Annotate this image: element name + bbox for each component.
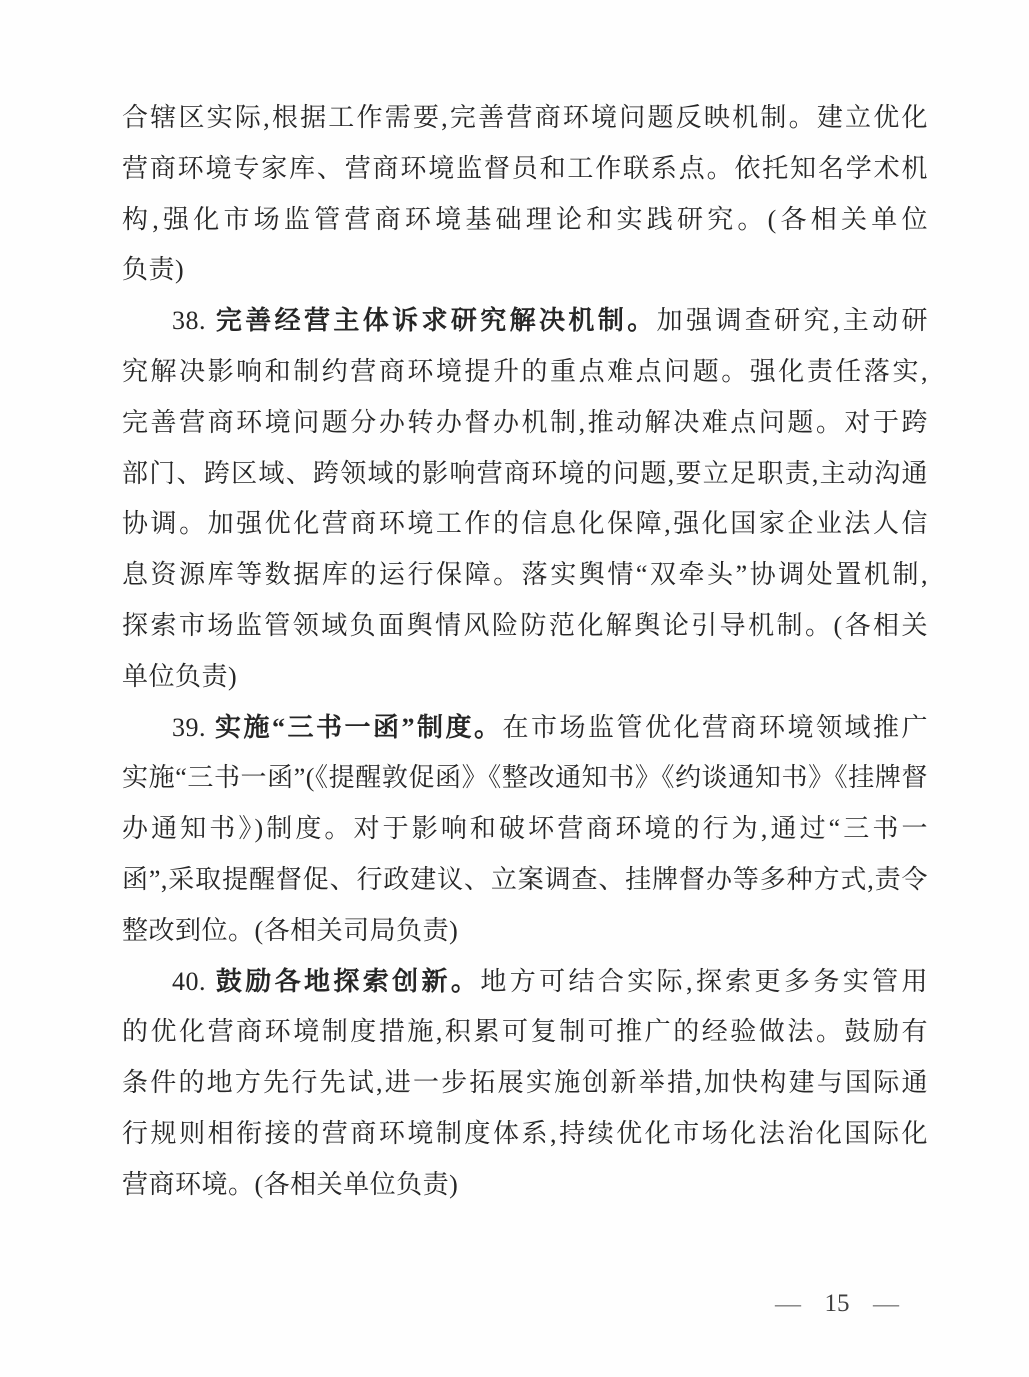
text-segment: 整改到位。(各相关司局负责) bbox=[122, 915, 459, 945]
text-line bbox=[122, 652, 928, 703]
text-line bbox=[122, 1109, 928, 1160]
text-line bbox=[122, 1160, 928, 1211]
text-segment: 协调。加强优化营商环境工作的信息化保障,强化国家企业法人信 bbox=[122, 509, 928, 539]
text-segment: 函”,采取提醒督促、行政建议、立案调查、挂牌督办等多种方式,责令 bbox=[122, 864, 928, 894]
text-line bbox=[122, 703, 928, 754]
text-segment: 在市场监管优化营商环境领域推广 bbox=[502, 712, 928, 742]
footer-left-dash: — bbox=[775, 1289, 801, 1318]
text-segment: 实施“三书一函”(《提醒敦促函》《整改通知书》《约谈通知书》《挂牌督 bbox=[122, 763, 928, 793]
text-line bbox=[122, 347, 928, 398]
text-segment: 营商环境专家库、营商环境监督员和工作联系点。依托知名学术机 bbox=[122, 153, 928, 183]
text-line bbox=[122, 1058, 928, 1109]
document-body bbox=[122, 93, 928, 1211]
text-segment: 究解决影响和制约营商环境提升的重点难点问题。强化责任落实, bbox=[122, 356, 928, 386]
text-line bbox=[122, 144, 928, 195]
text-segment: 营商环境。(各相关单位负责) bbox=[122, 1169, 459, 1199]
text-segment: 单位负责) bbox=[122, 661, 238, 691]
lead-sentence: 完善经营主体诉求研究解决机制。 bbox=[215, 306, 657, 336]
text-segment: 合辖区实际,根据工作需要,完善营商环境问题反映机制。建立优化 bbox=[122, 103, 928, 132]
text-segment: 部门、跨区域、跨领域的影响营商环境的问题,要立足职责,主动沟通 bbox=[122, 458, 928, 488]
lead-sentence: 鼓励各地探索创新。 bbox=[215, 966, 481, 996]
text-segment: 40. bbox=[172, 966, 216, 996]
text-segment: 条件的地方先行先试,进一步拓展实施创新举措,加快构建与国际通 bbox=[122, 1068, 928, 1098]
text-segment: 行规则相衔接的营商环境制度体系,持续优化市场化法治化国际化 bbox=[122, 1118, 928, 1148]
page-number: 15 bbox=[824, 1290, 850, 1317]
text-line bbox=[122, 398, 928, 449]
text-segment: 完善营商环境问题分办转办督办机制,推动解决难点问题。对于跨 bbox=[122, 407, 928, 437]
text-line bbox=[122, 93, 928, 144]
text-segment: 地方可结合实际,探索更多务实管用 bbox=[480, 966, 928, 996]
text-line bbox=[122, 957, 928, 1008]
text-line bbox=[122, 855, 928, 906]
text-segment: 39. bbox=[172, 712, 215, 742]
text-line bbox=[122, 195, 928, 246]
lead-sentence: 实施“三书一函”制度。 bbox=[215, 712, 503, 742]
text-segment: 负责) bbox=[122, 255, 185, 285]
text-line bbox=[122, 1007, 928, 1058]
footer-right-dash: — bbox=[873, 1289, 899, 1318]
text-line bbox=[122, 753, 928, 804]
text-segment: 办通知书》)制度。对于影响和破坏营商环境的行为,通过“三书一 bbox=[122, 814, 928, 844]
text-line bbox=[122, 804, 928, 855]
text-line bbox=[122, 906, 928, 957]
text-line bbox=[122, 449, 928, 500]
text-segment: 息资源库等数据库的运行保障。落实舆情“双牵头”协调处置机制, bbox=[122, 560, 928, 590]
text-line bbox=[122, 499, 928, 550]
text-segment: 38. bbox=[172, 306, 216, 336]
text-segment: 构,强化市场监管营商环境基础理论和实践研究。(各相关单位 bbox=[122, 204, 928, 234]
text-segment: 探索市场监管领域负面舆情风险防范化解舆论引导机制。(各相关 bbox=[122, 610, 928, 640]
page-footer bbox=[775, 1288, 899, 1320]
text-segment: 加强调查研究,主动研 bbox=[656, 306, 928, 336]
text-segment: 的优化营商环境制度措施,积累可复制可推广的经验做法。鼓励有 bbox=[122, 1017, 928, 1047]
text-line bbox=[122, 296, 928, 347]
text-line bbox=[122, 245, 928, 296]
text-line bbox=[122, 601, 928, 652]
text-line bbox=[122, 550, 928, 601]
